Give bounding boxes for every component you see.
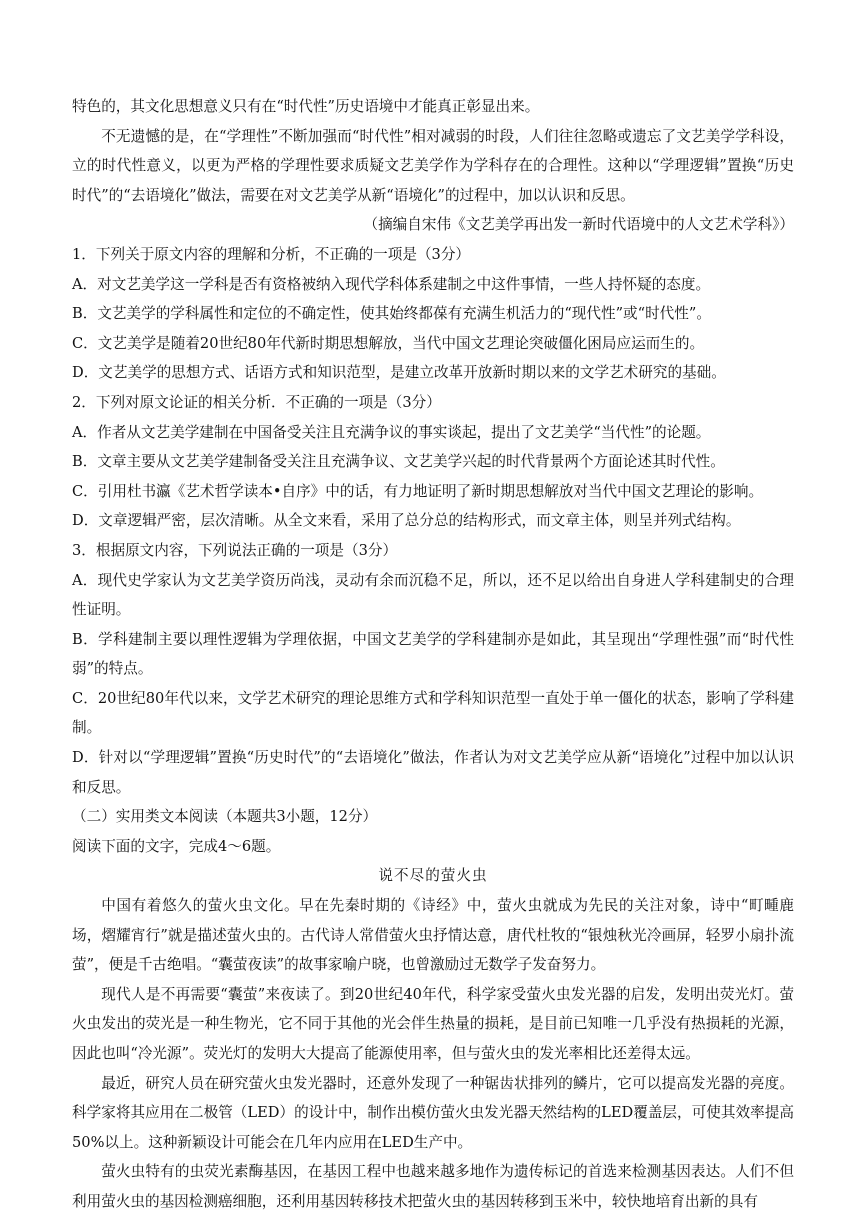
article [72, 861, 794, 1216]
question-option: A．对文艺美学这一学科是否有资格被纳入现代学科体系建制之中这件事情，一些人持怀疑的态度。 [72, 275, 711, 293]
article-paragraph: 现代人是不再需要“囊萤”来夜读了。到20世纪40年代，科学家受萤火虫发光器的启发，发明出荧光灯。萤火虫发出的荧光是一种生物光，它不同于其他的光会伴生热量的损耗，是目前已知唯一几乎没有热损耗的光源，因此也叫“冷光源”。荧光灯的发明大大提高了能源使用率，但与萤火虫的发光率相比还差得太远。 [72, 985, 794, 1062]
article-paragraph: 中国有着悠久的萤火虫文化。早在先秦时期的《诗经》中，萤火虫就成为先民的关注对象，诗中“町畽鹿场，熠耀宵行”就是描述萤火虫的。古代诗人常借萤火虫抒情达意，唐代杜牧的“银烛秋光冷画屏，轻罗小扇扑流萤”，便是千古绝唱。“囊萤夜读”的故事家喻户晓，也曾激励过无数学子发奋努力。 [72, 897, 794, 974]
question-3 [72, 536, 794, 802]
passage1-source: （摘编自宋伟《文艺美学再出发一新时代语境中的人文艺术学科》） [363, 216, 794, 234]
article-paragraph: 萤火虫特有的虫荧光素酶基因，在基因工程中也越来越多地作为遗传标记的首选来检测基因表达。人们不但利用萤火虫的基因检测癌细胞，还利用基因转移技术把萤火虫的基因转移到玉米中，较快地培育出新的具有 [72, 1163, 794, 1210]
question-1 [72, 240, 794, 388]
question-option: B．学科建制主要以理性逻辑为学理依据，中国文艺美学的学科建制亦是如此，其呈现出“学理性强”而“时代性弱”的特点。 [72, 630, 794, 678]
question-option: B．文章主要从文艺美学建制备受关注且充满争议、文艺美学兴起的时代背景两个方面论述其时代性。 [72, 453, 725, 471]
question-option: D．文章逻辑严密，层次清晰。从全文来看，采用了总分总的结构形式，而文章主体，则呈并列式结构。 [72, 512, 741, 530]
document-page [72, 92, 794, 1217]
section-instruction: 阅读下面的文字，完成4～6题。 [72, 837, 281, 855]
question-option: C．文艺美学是随着20世纪80年代新时期思想解放，当代中国文艺理论突破僵化困局应运而生的。 [72, 334, 705, 352]
article-paragraph: 最近，研究人员在研究萤火虫发光器时，还意外发现了一种锯齿状排列的鳞片，它可以提高发光器的亮度。科学家将其应用在二极管（LED）的设计中，制作出模仿萤火虫发光器天然结构的LED覆盖层，可使其效率提高50%以上。这种新颖设计可能会在几年内应用在LED生产中。 [72, 1074, 794, 1151]
question-option: C．20世纪80年代以来，文学艺术研究的理论思维方式和学科知识范型一直处于单一僵化的状态，影响了学科建制。 [72, 689, 794, 737]
question-option: B．文艺美学的学科属性和定位的不确定性，使其始终都葆有充满生机活力的“现代性”或“时代性”。 [72, 305, 711, 323]
question-option: A．现代史学家认为文艺美学资历尚浅，灵动有余而沉稳不足，所以，还不足以给出自身进人学科建制史的合理性证明。 [72, 571, 794, 619]
question-option: D．针对以“学理逻辑”置换“历史时代”的“去语境化”做法，作者认为对文艺美学应从新“语境化”过程中加以认识和反思。 [72, 749, 794, 796]
question-option: C．引用杜书瀛《艺术哲学读本•自序》中的话，有力地证明了新时期思想解放对当代中国文艺理论的影响。 [72, 482, 764, 500]
question-stem: 3．根据原文内容，下列说法正确的一项是（3分） [72, 541, 398, 559]
question-stem: 1．下列关于原文内容的理解和分析，不正确的一项是（3分） [72, 245, 471, 263]
section-heading: （二）实用类文本阅读（本题共3小题，12分） [72, 808, 378, 826]
question-stem: 2．下列对原文论证的相关分析．不正确的一项是（3分） [72, 393, 441, 411]
passage1-paragraph: 不无遗憾的是，在“学理性”不断加强而“时代性”相对减弱的时段，人们往往忽略或遗忘了文艺美学学科设，立的时代性意义，以更为严格的学理性要求质疑文艺美学作为学科存在的合理性。这种以“学理逻辑”置换“历史时代”的“去语境化”做法，需要在对文艺美学从新“语境化”的过程中，加以认识和反思。 [72, 127, 794, 204]
article-title: 说不尽的萤火虫 [378, 867, 488, 885]
passage1-tail-paragraph: 特色的，其文化思想意义只有在“时代性”历史语境中才能真正彰显出来。 [72, 98, 540, 115]
question-option: D．文艺美学的思想方式、话语方式和知识范型，是建立改革开放新时期以来的文学艺术研究的基础。 [72, 364, 726, 382]
question-2 [72, 388, 794, 536]
question-option: A．作者从文艺美学建制在中国备受关注且充满争议的事实谈起，提出了文艺美学“当代性”的论题。 [72, 423, 711, 441]
